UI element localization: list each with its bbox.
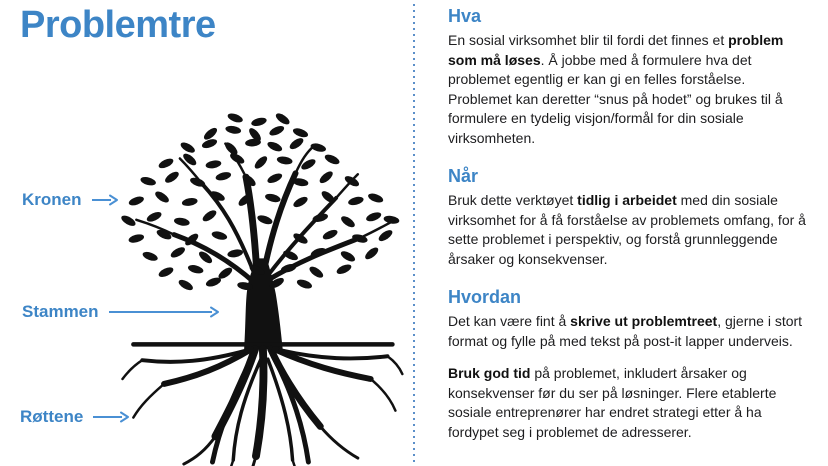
- section-hva-paragraph: En sosial virksomhet blir til fordi det finnes et problem som må løses. Å jobbe med å formulere hva det problemet egentlig er kan gi en felles forståelse. Problemet kan deretter “snus på hodet” og brukes til å formulere en tydelig visjon/formål for din sosiale virksomheten.: [448, 32, 784, 146]
- section-hva: [448, 6, 812, 148]
- section-hvordan-heading: Hvordan: [448, 287, 522, 307]
- problem-tree-illustration: [105, 110, 405, 466]
- section-nar-paragraph: Bruk dette verktøyet tidlig i arbeidet med din sosiale virksomhet for å få forståelse av problemets omfang, for å sette problemet i perspektiv, og forstå grunnleggende årsaker og konsekvenser.: [448, 192, 806, 267]
- section-hva-heading: Hva: [448, 6, 482, 26]
- section-nar: [448, 166, 812, 269]
- label-rottene: [20, 407, 130, 427]
- section-nar-heading: Når: [448, 166, 479, 186]
- arrow-right-icon: [92, 410, 130, 424]
- right-panel: [415, 0, 828, 466]
- page-title: Problemtre: [20, 4, 216, 46]
- section-hvordan: [448, 287, 812, 442]
- section-hvordan-paragraph-2: Bruk god tid på problemet, inkludert årsaker og konsekvenser før du ser på løsninger. Flere etablerte sosiale entreprenører har endret strategi etter å ha fordypet seg i problemet de adresserer.: [448, 365, 777, 440]
- arrow-right-icon: [108, 305, 220, 319]
- label-kronen-text: Kronen: [22, 190, 82, 209]
- arrow-right-icon: [91, 193, 119, 207]
- label-stammen-text: Stammen: [22, 302, 99, 321]
- section-hvordan-paragraph-1: Det kan være fint å skrive ut problemtreet, gjerne i stort format og fylle på med tekst på post-it lapper underveis.: [448, 313, 803, 349]
- label-kronen: [22, 190, 119, 210]
- label-rottene-text: Røttene: [20, 407, 84, 426]
- label-stammen: [22, 302, 220, 322]
